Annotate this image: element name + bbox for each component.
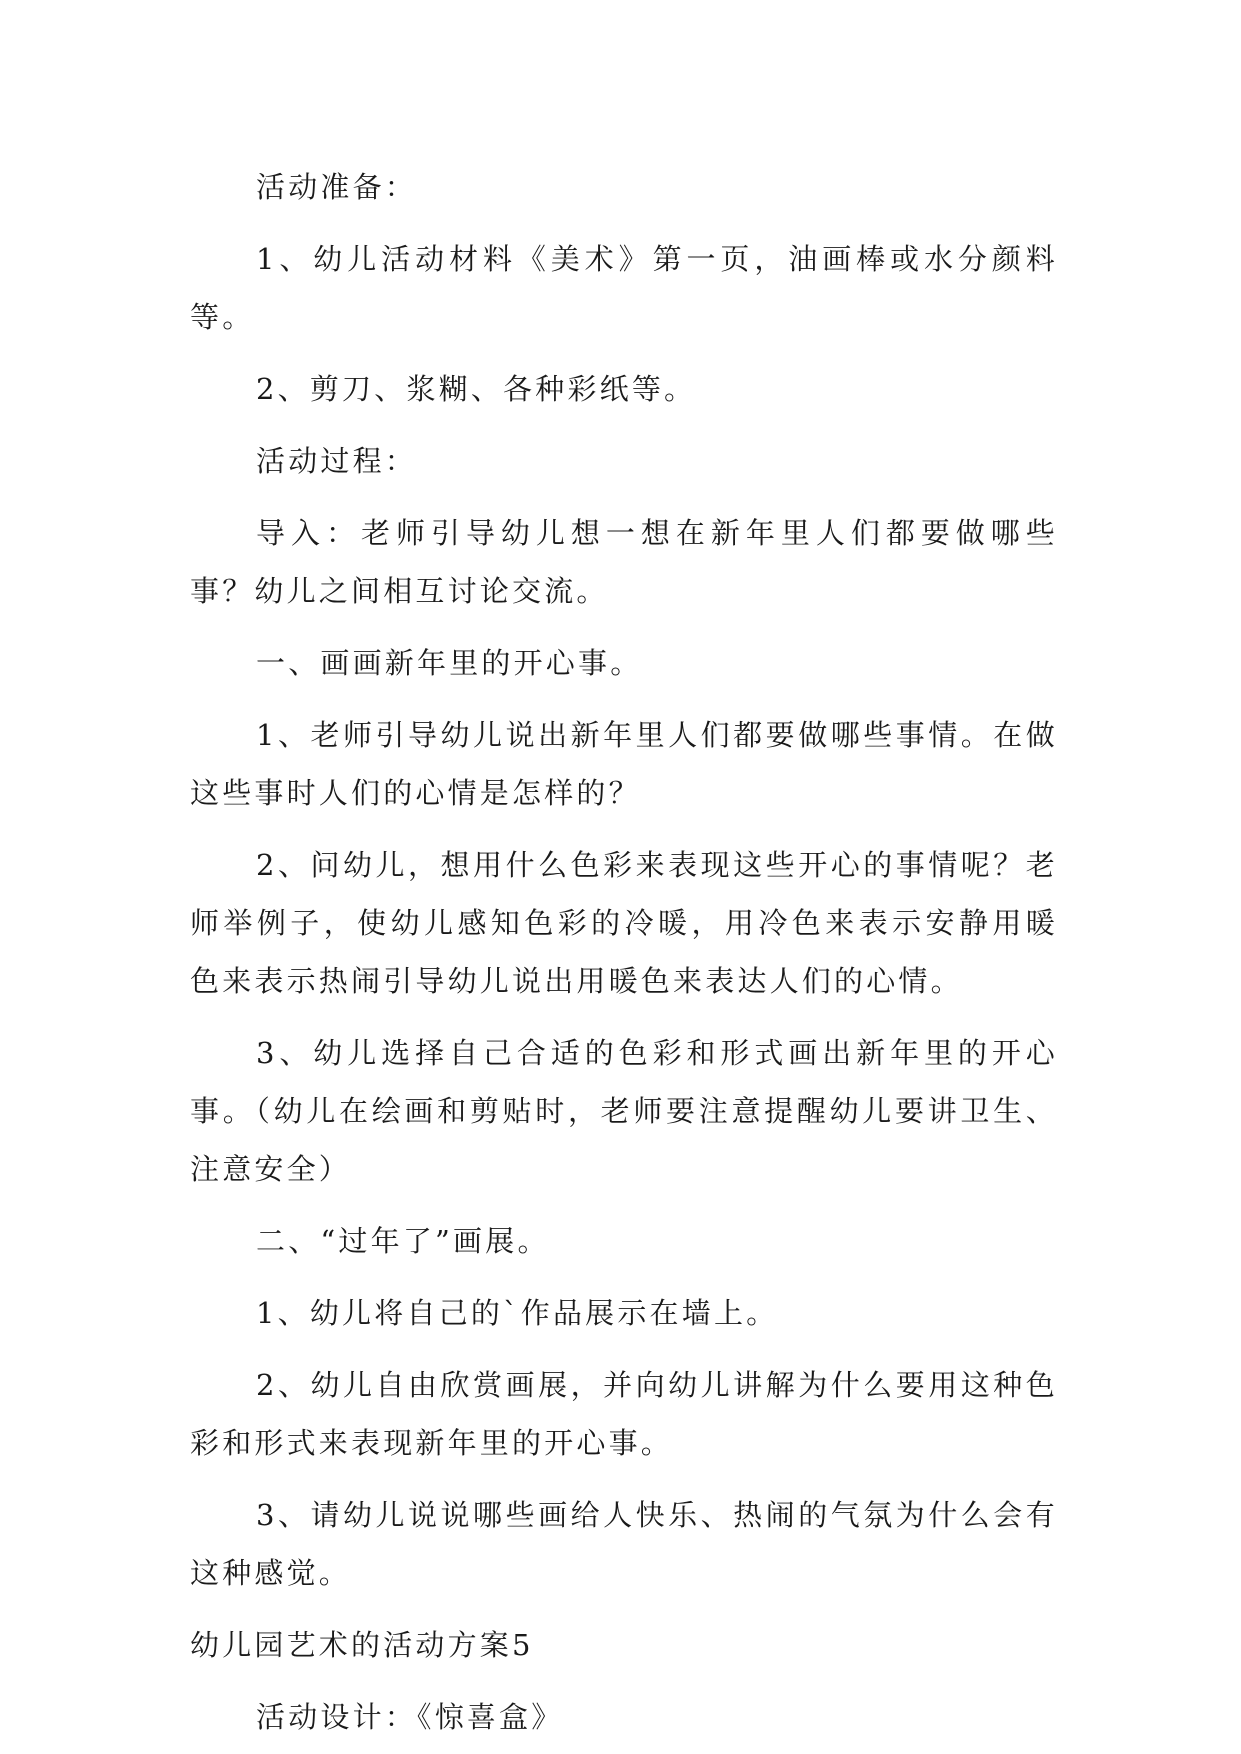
activity-design-heading: 活动设计：《惊喜盒》	[256, 1700, 564, 1734]
step-one-item-1: 1、老师引导幼儿说出新年里人们都要做哪些事情。在做这些事时人们的心情是怎样的？	[190, 718, 1058, 810]
step-one-item-2: 2、问幼儿，想用什么色彩来表现这些开心的事情呢？老师举例子，使幼儿感知色彩的冷暖，用冷色来表示安静用暖色来表示热闹引导幼儿说出用暖色来表达人们的心情。	[190, 848, 1058, 998]
step-two-heading: 二、“过年了”画展。	[256, 1224, 550, 1258]
step-one-heading: 一、画画新年里的开心事。	[256, 646, 643, 680]
preparation-item-1: 1、幼儿活动材料《美术》第一页，油画棒或水分颜料等。	[190, 242, 1058, 334]
process-introduction: 导入：老师引导幼儿想一想在新年里人们都要做哪些事？幼儿之间相互讨论交流。	[190, 516, 1058, 608]
step-one-item-3: 3、幼儿选择自己合适的色彩和形式画出新年里的开心事。（幼儿在绘画和剪贴时，老师要注意提醒幼儿要讲卫生、注意安全）	[190, 1036, 1058, 1186]
section-heading-preparation: 活动准备：	[256, 170, 418, 204]
step-two-item-2: 2、幼儿自由欣赏画展，并向幼儿讲解为什么要用这种色彩和形式来表现新年里的开心事。	[190, 1368, 1058, 1460]
preparation-item-2: 2、剪刀、浆糊、各种彩纸等。	[256, 372, 697, 406]
document-body	[190, 158, 1058, 1746]
section-heading-process: 活动过程：	[256, 444, 418, 478]
step-two-item-3: 3、请幼儿说说哪些画给人快乐、热闹的气氛为什么会有这种感觉。	[190, 1498, 1058, 1590]
plan-title: 幼儿园艺术的活动方案5	[190, 1628, 534, 1662]
step-two-item-1: 1、幼儿将自己的`作品展示在墙上。	[256, 1296, 779, 1330]
